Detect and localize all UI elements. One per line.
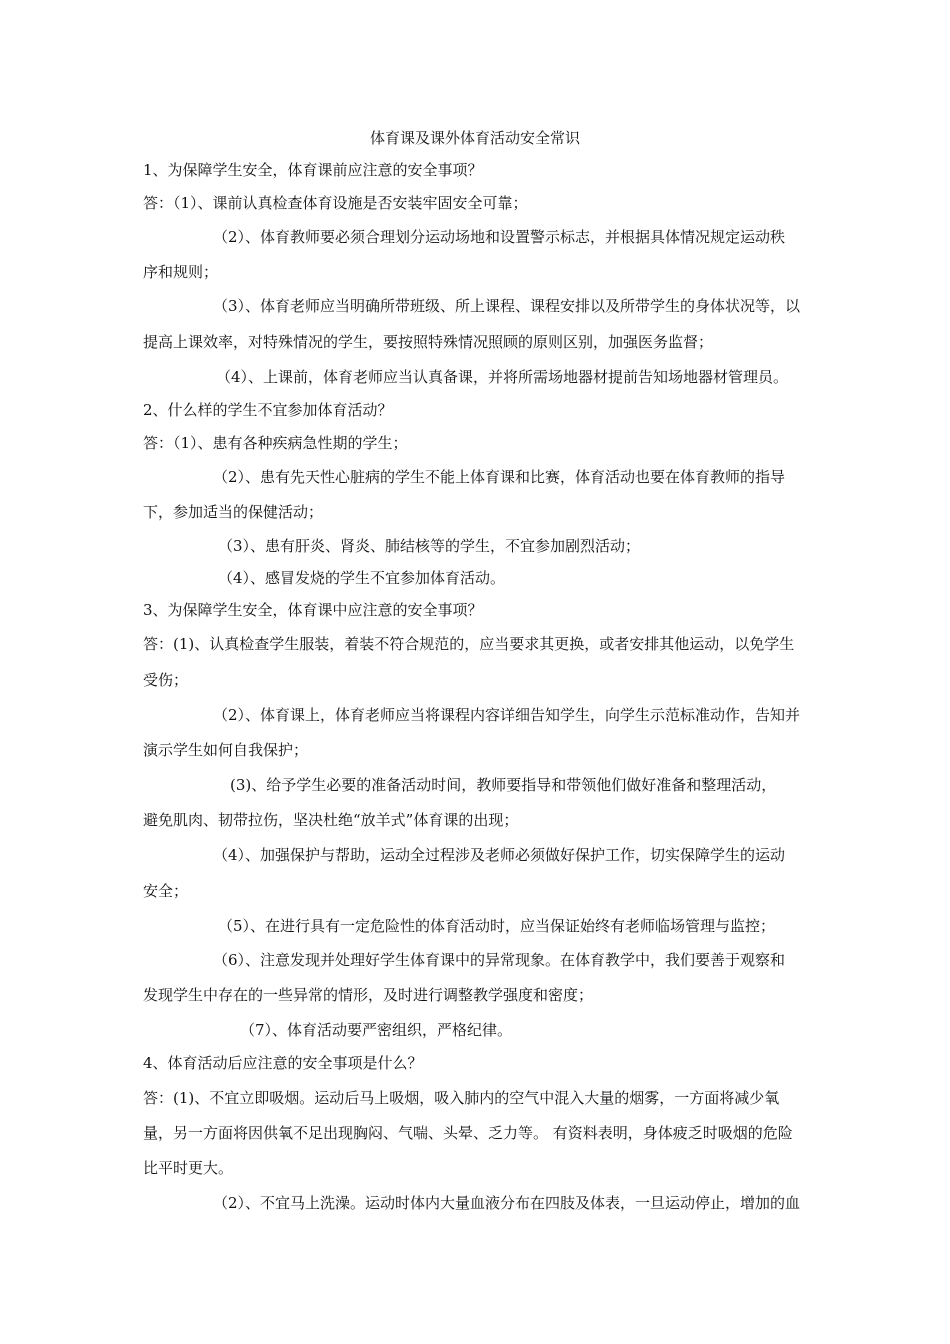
answer-line: （2）、体育课上，体育老师应当将课程内容详细告知学生，向学生示范标准动作，告知并 (213, 706, 801, 724)
question-heading-3: 3、为保障学生安全，体育课中应注意的安全事项？ (143, 601, 483, 619)
answer-line: 答：(1)、不宜立即吸烟。运动后马上吸烟，吸入肺内的空气中混入大量的烟雾，一方面将减少氧 (143, 1089, 780, 1107)
answer-line: 量，另一方面将因供氧不足出现胸闷、气喘、头晕、乏力等。 有资料表明，身体疲乏时吸烟的危险 (143, 1124, 793, 1142)
answer-line: 提高上课效率，对特殊情况的学生，要按照特殊情况照顾的原则区别，加强医务监督； (143, 333, 714, 351)
answer-line: 发现学生中存在的一些异常的情形，及时进行调整教学强度和密度； (143, 986, 594, 1004)
answer-line: （4）、加强保护与帮助，运动全过程涉及老师必须做好保护工作，切实保障学生的运动 (213, 846, 786, 864)
answer-line: （5）、在进行具有一定危险性的体育活动时，应当保证始终有老师临场管理与监控； (218, 917, 776, 935)
answer-line: 演示学生如何自我保护； (143, 741, 309, 759)
answer-line: （2）、不宜马上洗澡。运动时体内大量血液分布在四肢及体表，一旦运动停止，增加的血 (213, 1194, 801, 1212)
answer-line: （2）、体育教师要必须合理划分运动场地和设置警示标志，并根据具体情况规定运动秩 (213, 228, 786, 246)
answer-line: (3)、给予学生必要的准备活动时间，教师要指导和带领他们做好准备和整理活动， (230, 776, 777, 794)
answer-line: （3）、体育老师应当明确所带班级、所上课程、课程安排以及所带学生的身体状况等，以 (213, 297, 801, 315)
answer-line: 序和规则； (143, 263, 219, 281)
answer-line: （4）、上课前，体育老师应当认真备课，并将所需场地器材提前告知场地器材管理员。 (216, 368, 789, 386)
answer-line: 下，参加适当的保健活动； (143, 503, 324, 521)
answer-line: （4）、感冒发烧的学生不宜参加体育活动。 (218, 569, 506, 587)
answer-line: 避免肌肉、韧带拉伤，坚决杜绝“放羊式”体育课的出现； (143, 811, 519, 829)
answer-line: （7）、体育活动要严密组织，严格纪律。 (240, 1021, 513, 1039)
answer-line: 受伤； (143, 671, 189, 689)
page-title: 体育课及课外体育活动安全常识 (369, 129, 580, 147)
answer-line: （6）、注意发现并处理好学生体育课中的异常现象。在体育教学中，我们要善于观察和 (213, 951, 786, 969)
question-heading-1: 1、为保障学生安全，体育课前应注意的安全事项？ (143, 161, 483, 179)
answer-line: 答：（1）、课前认真检查体育设施是否安装牢固安全可靠； (143, 194, 528, 212)
answer-line: 答：（1）、患有各种疾病急性期的学生； (143, 434, 408, 452)
answer-line: 安全； (143, 882, 189, 900)
answer-line: （3）、患有肝炎、肾炎、肺结核等的学生，不宜参加剧烈活动； (218, 537, 641, 555)
answer-line: 答：(1)、认真检查学生服装，着装不符合规范的，应当要求其更换，或者安排其他运动，以免学生 (143, 635, 795, 653)
question-heading-4: 4、体育活动后应注意的安全事项是什么？ (143, 1054, 423, 1072)
question-heading-2: 2、什么样的学生不宜参加体育活动？ (143, 401, 393, 419)
answer-line: （2）、患有先天性心脏病的学生不能上体育课和比赛，体育活动也要在体育教师的指导 (213, 468, 786, 486)
answer-line: 比平时更大。 (143, 1159, 234, 1177)
